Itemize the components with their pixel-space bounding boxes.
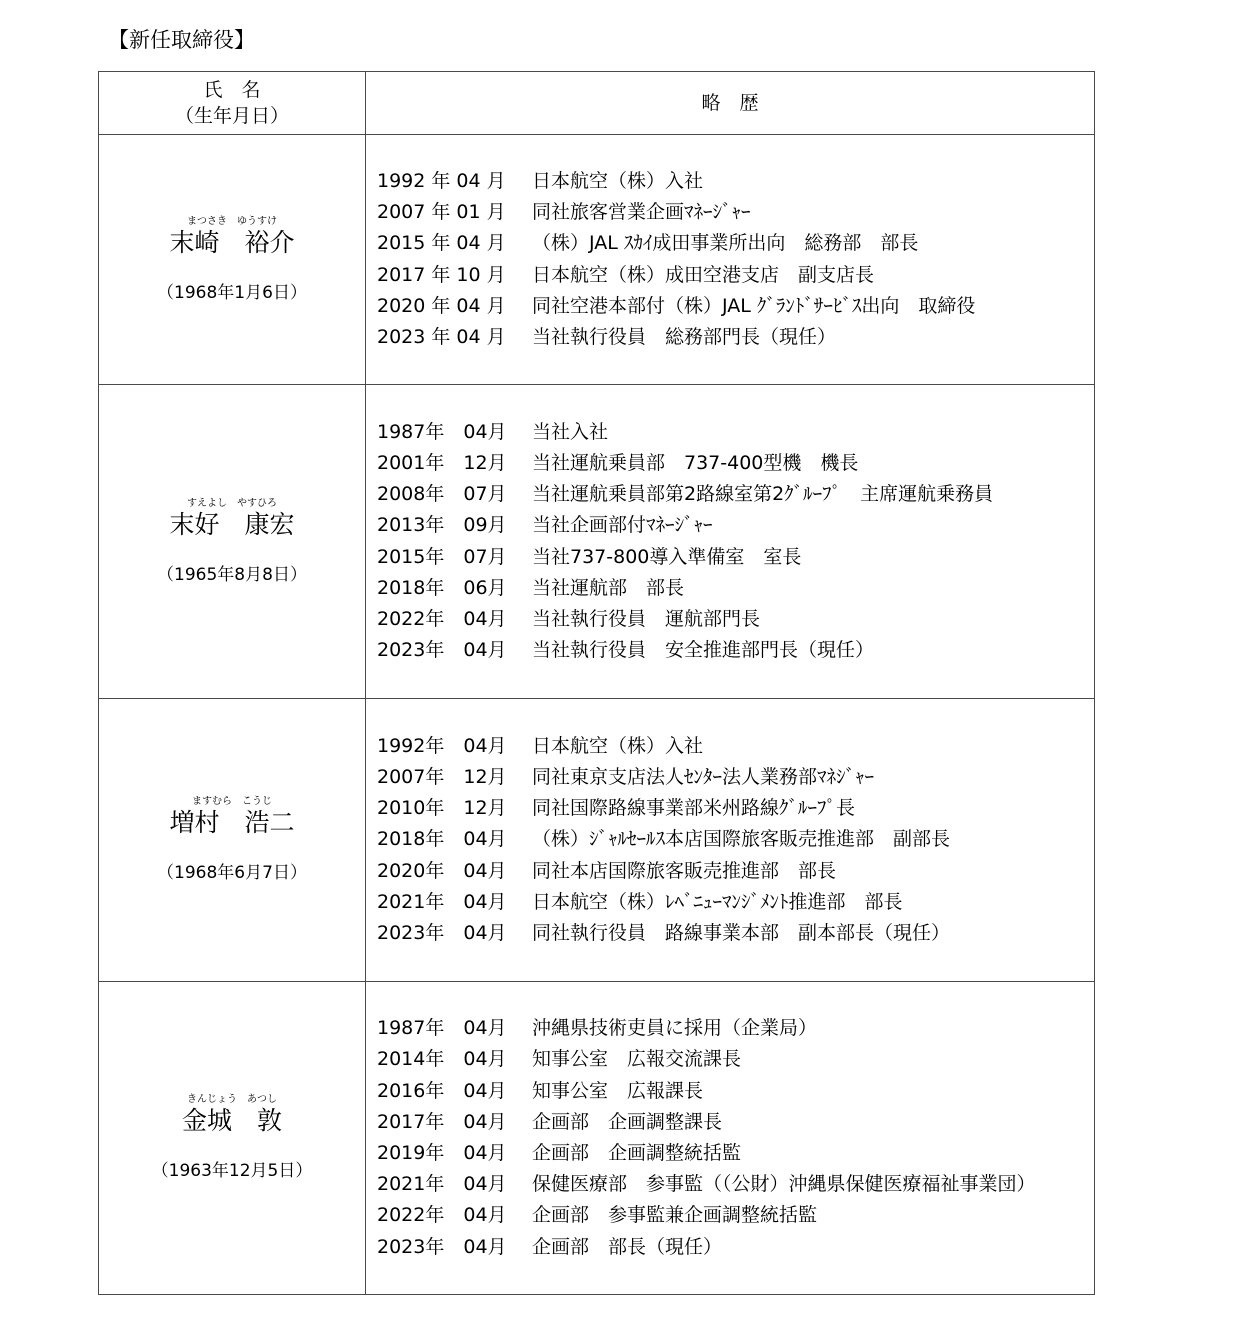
- career-text: 当社運航乗員部 737-400型機 機長: [532, 451, 859, 474]
- career-date: 2014年 04月: [377, 1048, 507, 1071]
- list-item: [377, 762, 1094, 793]
- director-name-cell: [99, 385, 366, 699]
- career-text: 同社本店国際旅客販売推進部 部長: [532, 859, 837, 882]
- list-item: [377, 887, 1094, 918]
- birth-date: （1968年6月7日）: [157, 863, 307, 883]
- career-text: 当社企画部付ﾏﾈｰｼﾞｬｰ: [532, 514, 713, 537]
- career-date: 2021年 04月: [377, 890, 507, 913]
- career-date: 2017年 04月: [377, 1110, 507, 1133]
- career-text: （株）JAL ｽｶｲ成田事業所出向 総務部 部長: [532, 232, 919, 255]
- career-date: 2023 年 04 月: [377, 325, 506, 348]
- list-item: [377, 448, 1094, 479]
- career-text: 当社737-800導入準備室 室長: [532, 545, 802, 568]
- list-item: [377, 291, 1094, 322]
- list-item: [377, 322, 1094, 353]
- header-name-label: 氏 名: [203, 79, 261, 101]
- table-row: [99, 385, 1095, 699]
- career-date: 2022年 04月: [377, 1204, 507, 1227]
- list-item: [377, 1076, 1094, 1107]
- career-date: 2019年 04月: [377, 1142, 507, 1164]
- career-date: 2001年 12月: [377, 451, 507, 474]
- career-text: 沖縄県技術吏員に採用（企業局）: [532, 1017, 818, 1040]
- career-text: 当社入社: [532, 420, 609, 443]
- list-item: [377, 197, 1094, 228]
- career-text: 日本航空（株）入社: [532, 169, 704, 192]
- career-text: 保健医療部 参事監（（公財）沖縄県保健医療福祉事業団）: [532, 1173, 1036, 1196]
- career-text: 同社執行役員 路線事業本部 副本部長（現任）: [532, 921, 951, 944]
- birth-date: （1963年12月5日）: [151, 1161, 313, 1181]
- career-date: 2018年 04月: [377, 828, 507, 851]
- list-item: [377, 793, 1094, 824]
- career-date: 1992年 04月: [377, 734, 507, 757]
- career-text: 企画部 参事監兼企画調整統括監: [532, 1204, 818, 1227]
- list-item: [377, 824, 1094, 855]
- career-text: 当社運航乗員部第2路線室第2ｸﾞﾙｰﾌﾟ 主席運航乗務員: [532, 483, 994, 506]
- name-reading: すえよし やすひろ: [187, 497, 277, 509]
- career-list: [366, 417, 1094, 667]
- list-item: [377, 856, 1094, 887]
- career-date: 2021年 04月: [377, 1173, 507, 1196]
- career-text: 日本航空（株）成田空港支店 副支店長: [532, 263, 875, 286]
- document-title: 【新任取締役】: [108, 28, 255, 52]
- list-item: [377, 1138, 1094, 1169]
- career-text: 当社運航部 部長: [532, 576, 685, 599]
- director-name: 末好 康宏: [169, 509, 295, 539]
- table-row: [99, 982, 1095, 1295]
- career-date: 2007年 12月: [377, 766, 507, 789]
- career-date: 2018年 06月: [377, 576, 507, 599]
- director-name: 金城 敦: [181, 1106, 282, 1135]
- list-item: [377, 731, 1094, 762]
- career-date: 2008年 07月: [377, 483, 507, 506]
- table-row: [99, 135, 1095, 385]
- career-date: 2015 年 04 月: [377, 232, 506, 255]
- list-item: [377, 1169, 1094, 1200]
- career-text: 企画部 部長（現任）: [532, 1235, 723, 1258]
- career-date: 1987年 04月: [377, 420, 507, 443]
- list-item: [377, 542, 1094, 573]
- career-date: 1992 年 04 月: [377, 169, 506, 192]
- header-career-cell: [366, 72, 1095, 135]
- list-item: [377, 1107, 1094, 1138]
- career-text: 当社執行役員 総務部門長（現任）: [532, 325, 837, 348]
- career-text: （株）ｼﾞｬﾙｾｰﾙｽ本店国際旅客販売推進部 副部長: [532, 828, 951, 851]
- director-name-cell: [99, 135, 366, 385]
- career-list: [366, 731, 1094, 949]
- career-text: 知事公室 広報課長: [532, 1079, 704, 1102]
- career-date: 2010年 12月: [377, 797, 507, 820]
- career-text: 同社東京支店法人ｾﾝﾀｰ法人業務部ﾏﾈｼﾞｬｰ: [532, 766, 875, 789]
- list-item: [377, 228, 1094, 259]
- list-item: [377, 260, 1094, 291]
- director-name-cell: [99, 982, 366, 1295]
- birth-date: （1965年8月8日）: [157, 564, 307, 585]
- header-birthdate-label: （生年月日）: [174, 105, 289, 127]
- career-text: 当社執行役員 安全推進部門長（現任）: [532, 639, 875, 662]
- list-item: [377, 604, 1094, 635]
- career-date: 2020 年 04 月: [377, 294, 506, 317]
- list-item: [377, 635, 1094, 666]
- header-name-cell: [99, 72, 366, 135]
- career-date: 2015年 07月: [377, 545, 507, 568]
- birth-date: （1968年1月6日）: [157, 282, 307, 303]
- list-item: [377, 1200, 1094, 1231]
- career-text: 日本航空（株）入社: [532, 734, 704, 757]
- list-item: [377, 479, 1094, 510]
- career-text: 企画部 企画調整統括監: [532, 1142, 742, 1164]
- list-item: [377, 510, 1094, 541]
- career-cell: [366, 135, 1095, 385]
- career-list: [366, 166, 1094, 353]
- career-date: 2007 年 01 月: [377, 201, 506, 224]
- career-date: 2016年 04月: [377, 1079, 507, 1102]
- career-text: 同社国際路線事業部米州路線ｸﾞﾙｰﾌﾟ長: [532, 797, 856, 820]
- name-reading: きんじょう あつし: [187, 1094, 277, 1105]
- list-item: [377, 1013, 1094, 1044]
- director-name: 末崎 裕介: [169, 227, 295, 257]
- career-text: 同社空港本部付（株）JAL ｸﾞﾗﾝﾄﾞｻｰﾋﾞｽ出向 取締役: [532, 294, 976, 317]
- header-career-label: 略 歴: [701, 92, 759, 114]
- career-date: 2023年 04月: [377, 639, 507, 662]
- career-text: 当社執行役員 運航部門長: [532, 607, 761, 630]
- table-row: [99, 699, 1095, 982]
- list-item: [377, 166, 1094, 197]
- career-date: 2013年 09月: [377, 514, 507, 537]
- career-text: 知事公室 広報交流課長: [532, 1048, 742, 1071]
- career-date: 2023年 04月: [377, 1235, 507, 1258]
- career-date: 2023年 04月: [377, 921, 507, 944]
- career-date: 2022年 04月: [377, 607, 507, 630]
- career-text: 企画部 企画調整課長: [532, 1110, 723, 1133]
- list-item: [377, 573, 1094, 604]
- career-cell: [366, 385, 1095, 699]
- name-reading: まつさき ゆうすけ: [187, 215, 277, 227]
- list-item: [377, 417, 1094, 448]
- career-list: [366, 1013, 1094, 1263]
- list-item: [377, 918, 1094, 949]
- career-date: 2017 年 10 月: [377, 263, 506, 286]
- table-header-row: [99, 72, 1095, 135]
- career-date: 1987年 04月: [377, 1017, 507, 1040]
- career-text: 同社旅客営業企画ﾏﾈｰｼﾞｬｰ: [532, 201, 751, 224]
- list-item: [377, 1232, 1094, 1263]
- career-cell: [366, 982, 1095, 1295]
- director-table: [98, 71, 1095, 1295]
- director-name-cell: [99, 699, 366, 982]
- career-date: 2020年 04月: [377, 859, 507, 882]
- list-item: [377, 1044, 1094, 1075]
- name-reading: ますむら こうじ: [192, 796, 272, 807]
- career-cell: [366, 699, 1095, 982]
- director-name: 増村 浩二: [169, 808, 295, 837]
- career-text: 日本航空（株）ﾚﾍﾞﾆｭｰﾏﾝｼﾞﾒﾝﾄ推進部 部長: [532, 890, 903, 913]
